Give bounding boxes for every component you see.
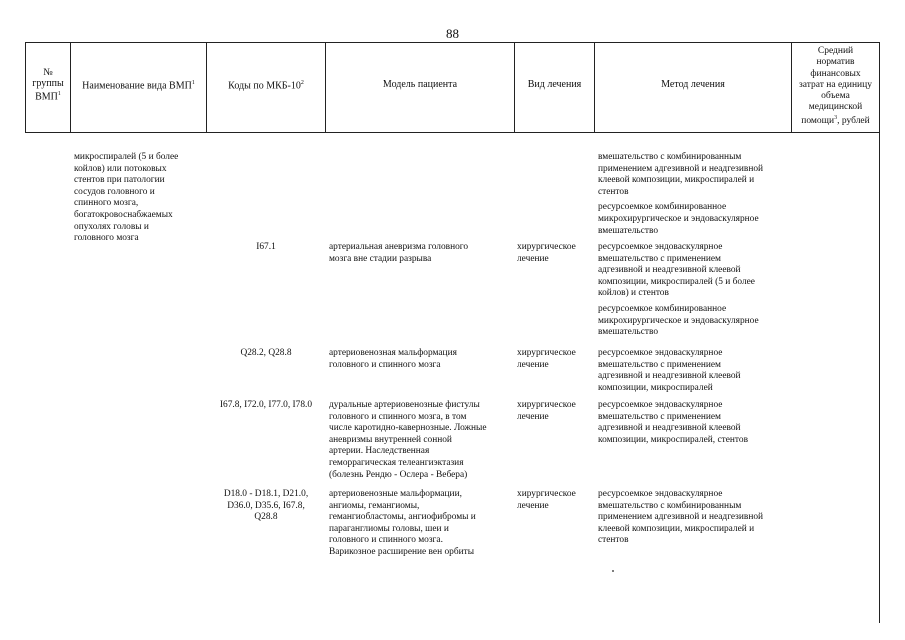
treatment-type-cell xyxy=(517,489,593,512)
text-line: вмешательство с комбинированным xyxy=(598,500,742,511)
header-vmp-name: Наименование вида ВМП$^1$ xyxy=(82,80,195,92)
text-line: адгезивной и неадгезивной клеевой xyxy=(598,265,741,276)
patient-model-cell xyxy=(329,400,513,481)
text-line: применением адгезивной и неадгезивной xyxy=(598,163,764,174)
method-block xyxy=(598,400,793,446)
text-line: I67.1 xyxy=(256,242,276,252)
method-block xyxy=(598,242,793,300)
text-line: Q28.2, Q28.8 xyxy=(240,348,292,358)
text-line: ресурсоемкое комбинированное xyxy=(598,202,727,213)
cost-header-line: затрат на единицу xyxy=(799,79,872,90)
treatment-method-cell xyxy=(598,400,793,450)
text-line: лечение xyxy=(517,411,549,422)
text-line: вмешательство с применением xyxy=(598,253,721,264)
text-line: опухолях головы и xyxy=(74,221,149,232)
text-line: лечение xyxy=(517,359,549,370)
text-line: артериальная аневризма головного xyxy=(329,242,469,252)
text-line: артериовенозные мальформации, xyxy=(329,489,462,499)
treatment-type-cell xyxy=(517,242,593,265)
cost-header-line: медицинской xyxy=(808,102,863,113)
text-line: D36.0, D35.6, I67.8, xyxy=(227,500,305,511)
text-line: микроспиралей (5 и более xyxy=(74,152,179,162)
text-line: артерии. Наследственная xyxy=(329,446,430,457)
text-line: гемангиобластомы, ангиофибромы и xyxy=(329,512,476,523)
method-block xyxy=(598,202,793,237)
text-line: спинного мозга, xyxy=(74,198,139,209)
text-line: лечение xyxy=(517,500,549,511)
text-line: композиции, микроспиралей, стентов xyxy=(598,434,748,445)
text-line: хирургическое xyxy=(517,489,576,499)
text-line: койлов) и стентов xyxy=(598,288,669,299)
text-line: койлов) или потоковых xyxy=(74,163,167,174)
text-line: сосудов головного и xyxy=(74,186,155,197)
method-block xyxy=(598,489,793,547)
header-treatment-type: Вид лечения xyxy=(527,79,582,90)
text-line: применением адгезивной и неадгезивной xyxy=(598,512,764,523)
cost-header-line: объема xyxy=(821,91,850,102)
patient-model-cell xyxy=(329,242,513,265)
text-line: адгезивной и неадгезивной клеевой xyxy=(598,423,741,434)
text-line: вмешательство xyxy=(598,327,659,338)
text-line: (болезнь Рендю - Ослера - Вебера) xyxy=(329,469,468,480)
text-line: ресурсоемкое эндоваскулярное xyxy=(598,348,723,358)
text-line: мозга вне стадии разрыва xyxy=(329,253,432,264)
text-line: артериовенозная мальформация xyxy=(329,348,457,358)
text-line: ресурсоемкое эндоваскулярное xyxy=(598,489,723,499)
text-line: стентов при патологии xyxy=(74,175,165,186)
method-block xyxy=(598,304,793,339)
text-line: лечение xyxy=(517,253,549,264)
treatment-method-cell xyxy=(598,242,793,343)
page-number: 88 xyxy=(446,26,459,41)
text-line: клеевой композиции, микроспиралей и xyxy=(598,175,755,186)
treatment-method-cell xyxy=(598,348,793,398)
text-line: головного и спинного мозга. xyxy=(329,535,443,546)
text-line: хирургическое xyxy=(517,242,576,252)
header-group-number: № группы ВМП$^1$ xyxy=(32,67,64,103)
text-line: вмешательство с комбинированным xyxy=(598,152,742,162)
text-line: дуральные артериовенозные фистулы xyxy=(329,400,480,410)
header-icd-codes: Коды по МКБ-$10^2$ xyxy=(228,80,304,92)
text-line: геморрагическая телеангиэктазия xyxy=(329,457,464,468)
text-line: ресурсоемкое комбинированное xyxy=(598,303,727,314)
text-line: аневризмы внутренней сонной xyxy=(329,434,452,445)
icd-codes-cell xyxy=(208,242,324,254)
text-line: Варикозное расширение вен орбиты xyxy=(329,546,474,557)
cost-header-line: норматив xyxy=(816,57,855,68)
method-block xyxy=(598,152,793,198)
patient-model-cell xyxy=(329,348,513,371)
icd-codes-cell xyxy=(208,489,324,524)
text-line: ангиомы, гемангиомы, xyxy=(329,500,420,511)
text-line: вмешательство с применением xyxy=(598,359,721,370)
scan-speck xyxy=(612,570,614,572)
text-line: Q28.8 xyxy=(254,512,278,523)
method-block xyxy=(598,348,793,394)
icd-codes-cell xyxy=(208,348,324,360)
text-line: адгезивной и неадгезивной клеевой xyxy=(598,371,741,382)
text-line: ресурсоемкое эндоваскулярное xyxy=(598,242,723,252)
text-line: микрохирургическое и эндоваскулярное xyxy=(598,213,759,224)
text-line: I67.8, I72.0, I77.0, I78.0 xyxy=(219,400,313,410)
cost-header-line: Средний xyxy=(817,46,854,57)
text-line: D18.0 - D18.1, D21.0, xyxy=(223,489,309,499)
text-line: головного и спинного мозга, в том xyxy=(329,411,467,422)
method-continuation xyxy=(598,152,793,241)
header-avg-cost: Средний норматив финансовых затрат на единицу объема медицинской помощи$^3$, рублей xyxy=(799,46,872,127)
text-line: вмешательство xyxy=(598,225,659,236)
text-line: головного мозга xyxy=(74,233,139,244)
text-line: микрохирургическое и эндоваскулярное xyxy=(598,315,759,326)
treatment-method-cell xyxy=(598,489,793,551)
text-line: стентов xyxy=(598,186,629,197)
header-patient-model: Модель пациента xyxy=(382,79,458,90)
text-line: вмешательство с применением xyxy=(598,411,721,422)
text-line: композиции, микроспиралей (5 и более xyxy=(598,276,755,287)
text-line: головного и спинного мозга xyxy=(329,359,441,370)
text-line: клеевой композиции, микроспиралей и xyxy=(598,523,755,534)
treatment-type-cell xyxy=(517,348,593,371)
text-line: хирургическое xyxy=(517,400,576,410)
header-treatment-method: Метод лечения xyxy=(661,79,725,90)
text-line: числе каротидно-кавернозные. Ложные xyxy=(329,423,487,434)
text-line: композиции, микроспиралей xyxy=(598,382,713,393)
icd-codes-cell xyxy=(208,400,324,412)
patient-model-cell xyxy=(329,489,513,559)
vmp-name-continuation xyxy=(74,152,204,245)
text-line: богатокровоснабжаемых xyxy=(74,209,173,220)
text-line: ресурсоемкое эндоваскулярное xyxy=(598,400,723,410)
text-line: хирургическое xyxy=(517,348,576,358)
cost-header-line: финансовых xyxy=(810,68,861,79)
text-line: стентов xyxy=(598,535,629,546)
text-line: параганглиомы головы, шеи и xyxy=(329,523,449,534)
treatment-type-cell xyxy=(517,400,593,423)
